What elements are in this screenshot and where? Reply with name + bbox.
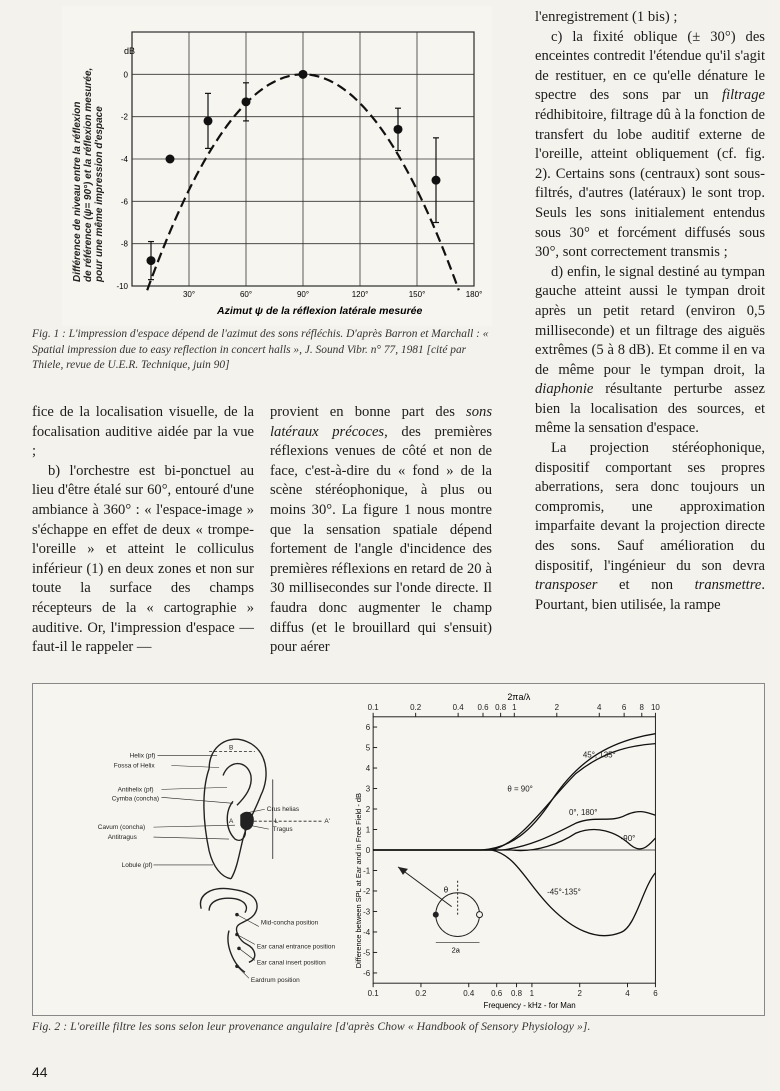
left-ear-point [433,912,439,918]
y-tick-label: 2 [365,804,371,814]
text-run: résultante perturbe assez bien la localisation des sources, et même la sensation d'espace. [535,381,765,437]
top-tick-label: 1 [512,702,517,712]
label-tragus: Tragus [272,826,293,834]
figure-2 [32,683,765,1016]
ear-diagram [98,739,336,984]
y-tick-label: -2 [363,886,371,896]
data-point [394,125,403,134]
curve-labels [507,751,635,897]
y-tick-label: 1 [365,825,371,835]
y-tick-label: -2 [120,112,128,122]
data-point [166,155,175,164]
y-tick-label: -4 [363,927,371,937]
curve-label-45: 45°, 135° [582,750,616,760]
label-midconcha: Mid-concha position [260,919,319,927]
emphasis-text: filtrage [722,87,765,104]
emphasis-text: sons latéraux précoces [270,404,492,440]
y-tick-label: -5 [363,948,371,958]
inset-theta: θ [443,885,449,895]
paragraph [535,439,765,615]
inset-2a: 2a [451,945,460,955]
y-tick-label: 5 [365,743,371,753]
figure-2-caption: Fig. 2 : L'oreille filtre les sons selon leur provenance angulaire [d'après Chow « Handbook of Sensory Physiology »]. [32,1020,591,1033]
curve-label-0: 0°, 180° [568,808,598,818]
canal-position-dots [235,913,241,968]
top-axis-title: 2πa/λ [507,691,531,702]
y-tick-label: -3 [363,907,371,917]
y-tick-label: -10 [116,282,128,291]
paragraph [270,403,492,658]
top-tick-label: 0.6 [477,702,489,712]
label-canal-entrance: Ear canal entrance position [256,943,336,951]
y-tick-label: -6 [120,197,128,207]
top-tick-label: 0.8 [495,702,507,712]
x-axis-title: Azimut ψ de la réflexion latérale mesurée [217,305,423,317]
top-tick-label: 0.2 [410,702,422,712]
y-tick-label: 3 [365,784,371,794]
label-eardrum: Eardrum position [250,977,300,985]
paragraph: b) l'orchestre est bi-ponctuel au lieu d'être étalé sur 60°, entouré d'une ambiance à 360° : « l'espace-image » s'échappe en effet de deux « trompe-l'oreille » et atteint le colliculus inférieur (1) en deux zones et non sur toute la surface des champs récepteurs de la « cartographie » auditive. Or, l'impression d'espace — faut-il le rappeler — [32,462,254,656]
canal-section-outline [201,888,258,962]
bottom-tick-label: 0.4 [463,989,475,999]
top-tick-label: 6 [621,702,627,712]
curve-minus-45 [373,850,655,936]
y-axis-title: Difference between SPL at Ear and in Free Field - dB [354,792,364,969]
paragraph [535,263,765,439]
y-tick-label: 4 [365,764,371,774]
y-axis-title-line-3: pour une même impression d'espace [94,106,105,282]
top-tick-label: 0.4 [452,702,464,712]
emphasis-text: transposer [535,577,598,594]
label-b: B [229,744,234,752]
label-cymba: Cymba (concha) [111,795,160,803]
page-number: 44 [32,1064,48,1080]
helix-outline [209,739,266,879]
curve-label-minus-45: -45°-135° [547,887,581,897]
text-column-right [535,8,765,615]
text-run: , des premières réflexions venues de côté et non de face, c'est-à-dire du « fond » de la scène stéréophonique, à plus ou moins 30°. La figure 1 nous montre que la sensation spatiale dépend fortement de l'angle d'incidence des premières réflexions en retard de 20 à 30 millisecondes sur l'onde directe. Il faudra donc augmenter le champ diffus (et le brouillard qui s'ensuit) pour aérer [270,423,492,656]
emphasis-text: transmettre [694,577,762,594]
bottom-tick-label: 1 [529,989,535,999]
text-column-middle [270,403,492,658]
data-point [299,70,308,79]
label-a-prime: A' [324,818,330,826]
bottom-tick-label: 2 [577,989,582,999]
curve-label-90: θ = 90° [507,784,533,794]
ear-leader-lines [153,756,268,979]
curve-0-180 [373,812,655,850]
label-helix: Helix (pf) [129,752,156,760]
text-run: d) enfin, le signal destiné au tympan gauche atteint aussi le tympan droit après un petit retard (environ 0,5 milliseconde) et un filtrage des aiguës extrêmes (5 à 8 dB). Et comme il en va de même pour le tympan droit, la [535,263,765,378]
label-fossa: Fossa of Helix [113,762,155,770]
bottom-axis-title: Frequency - kHz - for Man [483,1001,576,1011]
y-tick-label: -4 [120,155,128,164]
bottom-tick-label: 4 [625,989,630,999]
curve-label-minus-90: -90° [620,834,636,844]
y-tick-label: -6 [363,968,371,978]
response-curves [373,734,655,936]
bottom-tick-label: 6 [653,989,658,999]
right-ear-point [477,912,483,918]
top-tick-label: 2 [554,702,560,712]
x-tick-label: 60° [239,290,253,299]
bottom-tick-label: 0.1 [367,989,379,999]
y-axis-title-line-2: de référence (ψ= 90°) et la réflexion mesurée, [83,67,94,282]
label-lobule: Lobule (pf) [121,861,153,869]
label-l: L [274,818,279,826]
text-run: La projection stéréophonique, dispositif comportant ses propres aberrations, sera donc toujours un compromis, une approximation imparfaite devant la projection directe des sons. Sauf amélioration du dispositif, l'ingénieur du son devra [535,440,765,574]
label-crus: Crus helias [266,806,300,814]
figure-1-chart [62,6,492,326]
text-run: c) la fixité oblique (± 30°) des enceintes contredit l'étendue qu'il s'agit de restituer, en ce qu'elle dénature le spectre des sons par un [535,28,765,104]
data-point [147,256,156,265]
canal-inner-outline [209,898,246,912]
text-run: provient en bonne part des [270,404,467,420]
paragraph: l'enregistrement (1 bis) ; [535,9,678,25]
figure-1-caption: Fig. 1 : L'impression d'espace dépend de l'azimut des sons réfléchis. D'après Barron et Marchall : « Spatial impression due to easy reflection in concert halls », J. Sound Vibr. n° 77, 1981 [cité par Thiele, revue de U.E.R. Technique, juin 90] [32,328,489,371]
x-tick-label: 150° [408,290,426,299]
bottom-tick-label: 0.6 [491,989,503,999]
x-tick-label: 120° [351,290,369,299]
data-point [242,97,251,106]
x-tick-label: 30° [182,290,196,299]
label-a: A [229,818,234,826]
bottom-tick-label: 0.8 [511,989,523,999]
top-tick-label: 10 [651,702,660,712]
y-unit-label: dB [124,46,136,56]
y-tick-label: 0 [365,845,371,855]
bottom-tick-label: 0.2 [415,989,427,999]
y-tick-label: -8 [120,239,128,249]
top-tick-label: 0.1 [367,702,379,712]
paragraph [535,28,765,263]
top-tick-label: 4 [597,702,602,712]
text-run: et non [597,577,695,594]
y-axis-title-line-1: Différence de niveau entre la réflexion [72,101,83,282]
antihelix-outline [223,764,251,806]
sphere-inset [398,867,482,954]
frequency-response-graph [354,692,660,1010]
y-tick-label: 6 [365,723,371,733]
label-cavum: Cavum (concha) [97,824,146,832]
label-canal-insert: Ear canal insert position [256,959,326,967]
text-run: . Pourtant, bien utilisée, la rampe [535,577,765,613]
x-tick-label: 90° [296,290,310,299]
label-antitragus: Antitragus [107,834,137,842]
emphasis-text: diaphonie [535,381,594,398]
paragraph: fice de la localisation visuelle, de la focalisation auditive aidée par la vue ; [32,404,254,460]
text-run: rédhibitoire, filtrage dû à la fonction de transfert du lobe auditif externe de l'oreille, atteint obliquement (cf. fig. 2). Certains sons (centraux) sont sous-filtrés, d'autres (latéraux) le sont trop. Seuls les sons initialement entendus sous 30° et forcément diffusés sous 30°, sont correctement transmis ; [535,106,765,261]
text-column-left [32,403,254,658]
top-tick-label: 8 [639,702,644,712]
data-point [432,176,441,185]
data-point [204,116,213,125]
x-tick-label: 180° [465,290,483,299]
label-antihelix: Antihelix (pf) [117,786,154,794]
y-tick-label: 0 [123,70,128,80]
y-tick-label: -1 [363,866,371,876]
